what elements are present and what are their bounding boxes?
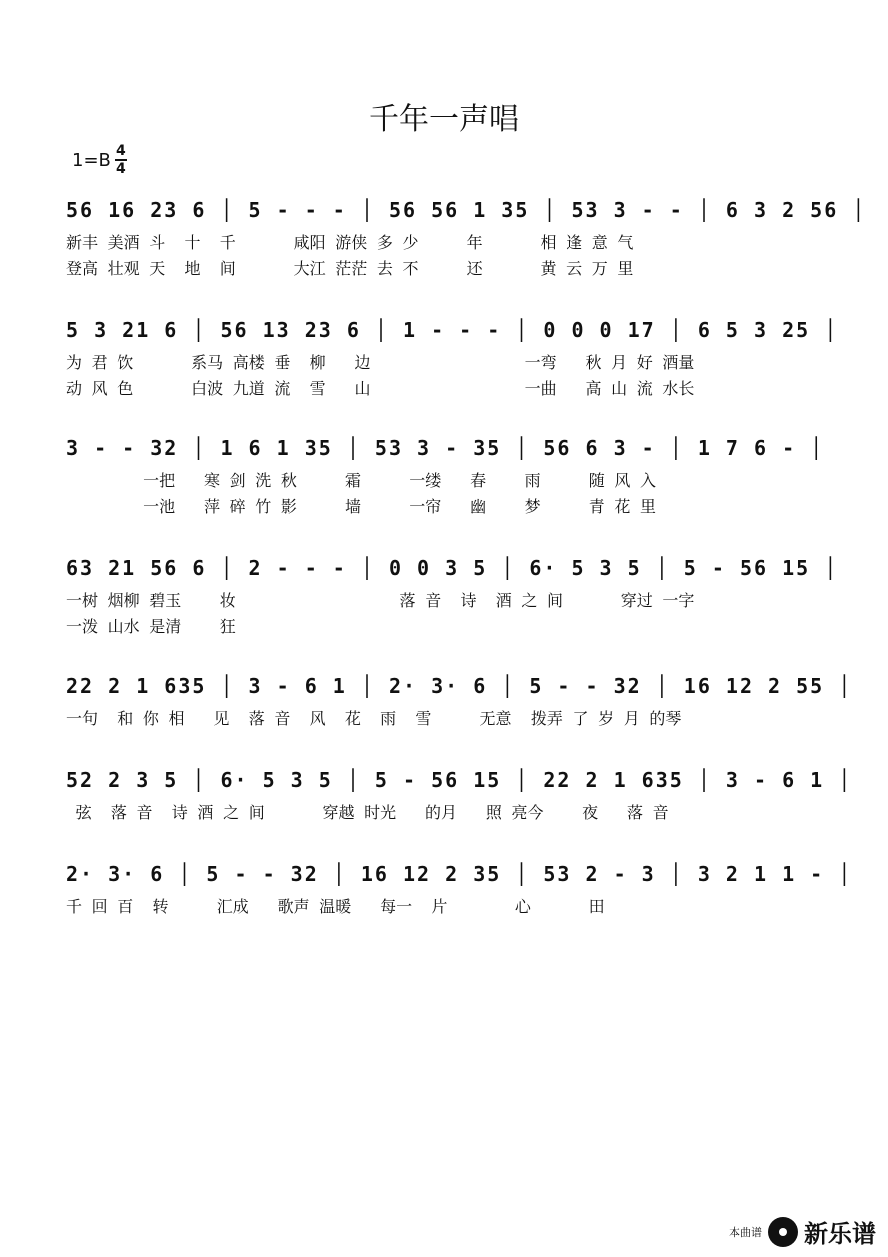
notation-line: 2· 3· 6 │ 5 - - 32 │ 16 12 2 35 │ 53 2 - 3 │ 3 2 1 1 - │ (66, 862, 853, 886)
lyrics-line-1: 为 君 饮 系马 高楼 垂 柳 边 一弯 秋 月 好 酒量 (66, 353, 695, 372)
lyrics-line-1: 一树 烟柳 碧玉 妆 落 音 诗 酒 之 间 穿过 一字 (66, 591, 695, 610)
key-label: 1=B (72, 149, 111, 171)
brand-name: 新乐谱 (804, 1220, 876, 1248)
time-top: 4 (116, 143, 126, 159)
notation-line: 52 2 3 5 │ 6· 5 3 5 │ 5 - 56 15 │ 22 2 1 635 │ 3 - 6 1 │ (66, 768, 853, 792)
notation-line: 22 2 1 635 │ 3 - 6 1 │ 2· 3· 6 │ 5 - - 32 │ 16 12 2 55 │ (66, 674, 853, 698)
time-signature (115, 143, 127, 177)
notation-line: 56 16 23 6 │ 5 - - - │ 56 56 1 35 │ 53 3 - - │ 6 3 2 56 │ (66, 198, 867, 222)
song-title: 千年一声唱 (369, 102, 519, 137)
lyrics-line-1: 弦 落 音 诗 酒 之 间 穿越 时光 的月 照 亮今 夜 落 音 (66, 803, 669, 822)
record-icon (768, 1217, 798, 1247)
lyrics-line-1: 千 回 百 转 汇成 歌声 温暖 每一 片 心 田 (66, 897, 605, 916)
lyrics-line-2: 一泼 山水 是清 狂 (66, 617, 236, 636)
lyrics-line-1: 新丰 美酒 斗 十 千 咸阳 游侠 多 少 年 相 逢 意 气 (66, 233, 634, 252)
lyrics-line-1: 一把 寒 剑 洗 秋 霜 一缕 春 雨 随 风 入 (66, 471, 657, 490)
notation-line: 3 - - 32 │ 1 6 1 35 │ 53 3 - 35 │ 56 6 3 - │ 1 7 6 - │ (66, 436, 825, 460)
lyrics-line-2: 一池 萍 碎 竹 影 墙 一帘 幽 梦 青 花 里 (66, 497, 657, 516)
lyrics-line-2: 动 风 色 白波 九道 流 雪 山 一曲 高 山 流 水长 (66, 379, 695, 398)
key-signature (72, 143, 127, 177)
lyrics-line-1: 一句 和 你 相 见 落 音 风 花 雨 雪 无意 拨弄 了 岁 月 的琴 (66, 709, 682, 728)
lyrics-line-2: 登高 壮观 天 地 间 大江 茫茫 去 不 还 黄 云 万 里 (66, 259, 634, 278)
notation-line: 5 3 21 6 │ 56 13 23 6 │ 1 - - - │ 0 0 0 17 │ 6 5 3 25 │ (66, 318, 839, 342)
notation-line: 63 21 56 6 │ 2 - - - │ 0 0 3 5 │ 6· 5 3 5 │ 5 - 56 15 │ (66, 556, 839, 580)
footer-small-text: 本曲谱 (729, 1225, 762, 1239)
time-bottom: 4 (116, 161, 126, 177)
footer-brand (729, 1214, 876, 1249)
